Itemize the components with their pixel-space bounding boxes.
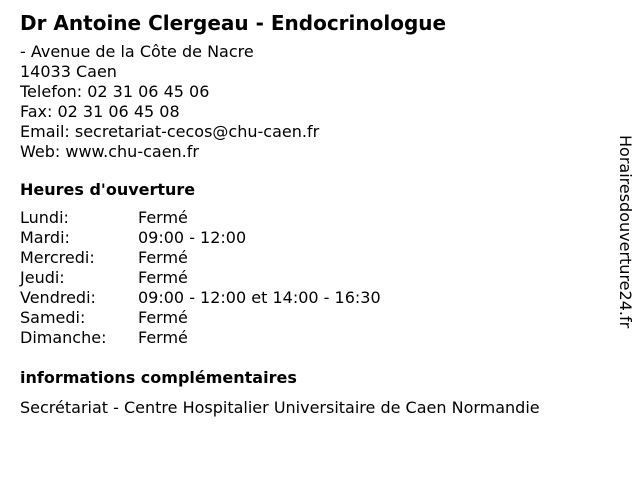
info-text: Secrétariat - Centre Hospitalier Universitaire de Caen Normandie	[20, 398, 540, 417]
day-hours: 09:00 - 12:00 et 14:00 - 16:30	[138, 288, 381, 307]
day-label: Vendredi:	[20, 288, 96, 307]
side-brand-watermark: Horairesdouverture24.fr	[616, 135, 635, 329]
day-hours: Fermé	[138, 328, 188, 347]
day-hours: Fermé	[138, 208, 188, 227]
web-line: Web: www.chu-caen.fr	[20, 142, 199, 161]
contact-block	[20, 42, 610, 162]
day-hours: Fermé	[138, 248, 188, 267]
day-label: Mardi:	[20, 228, 70, 247]
fax-line: Fax: 02 31 06 45 08	[20, 102, 180, 121]
phone-line: Telefon: 02 31 06 45 06	[20, 82, 210, 101]
day-label: Dimanche:	[20, 328, 107, 347]
hours-table	[20, 208, 610, 348]
hours-row	[20, 228, 610, 248]
day-label: Jeudi:	[20, 268, 65, 287]
hours-row	[20, 328, 610, 348]
day-label: Lundi:	[20, 208, 69, 227]
hours-row	[20, 248, 610, 268]
page-title: Dr Antoine Clergeau - Endocrinologue	[20, 11, 447, 35]
email-line: Email: secretariat-cecos@chu-caen.fr	[20, 122, 320, 141]
info-heading: informations complémentaires	[20, 368, 297, 387]
day-label: Mercredi:	[20, 248, 95, 267]
day-hours: 09:00 - 12:00	[138, 228, 247, 247]
hours-row	[20, 288, 610, 308]
day-label: Samedi:	[20, 308, 86, 327]
hours-row	[20, 268, 610, 288]
day-hours: Fermé	[138, 268, 188, 287]
city-line: 14033 Caen	[20, 62, 117, 81]
address-line: - Avenue de la Côte de Nacre	[20, 42, 254, 61]
hours-heading: Heures d'ouverture	[20, 180, 196, 199]
day-hours: Fermé	[138, 308, 188, 327]
listing-card	[20, 10, 610, 418]
hours-row	[20, 208, 610, 228]
hours-row	[20, 308, 610, 328]
